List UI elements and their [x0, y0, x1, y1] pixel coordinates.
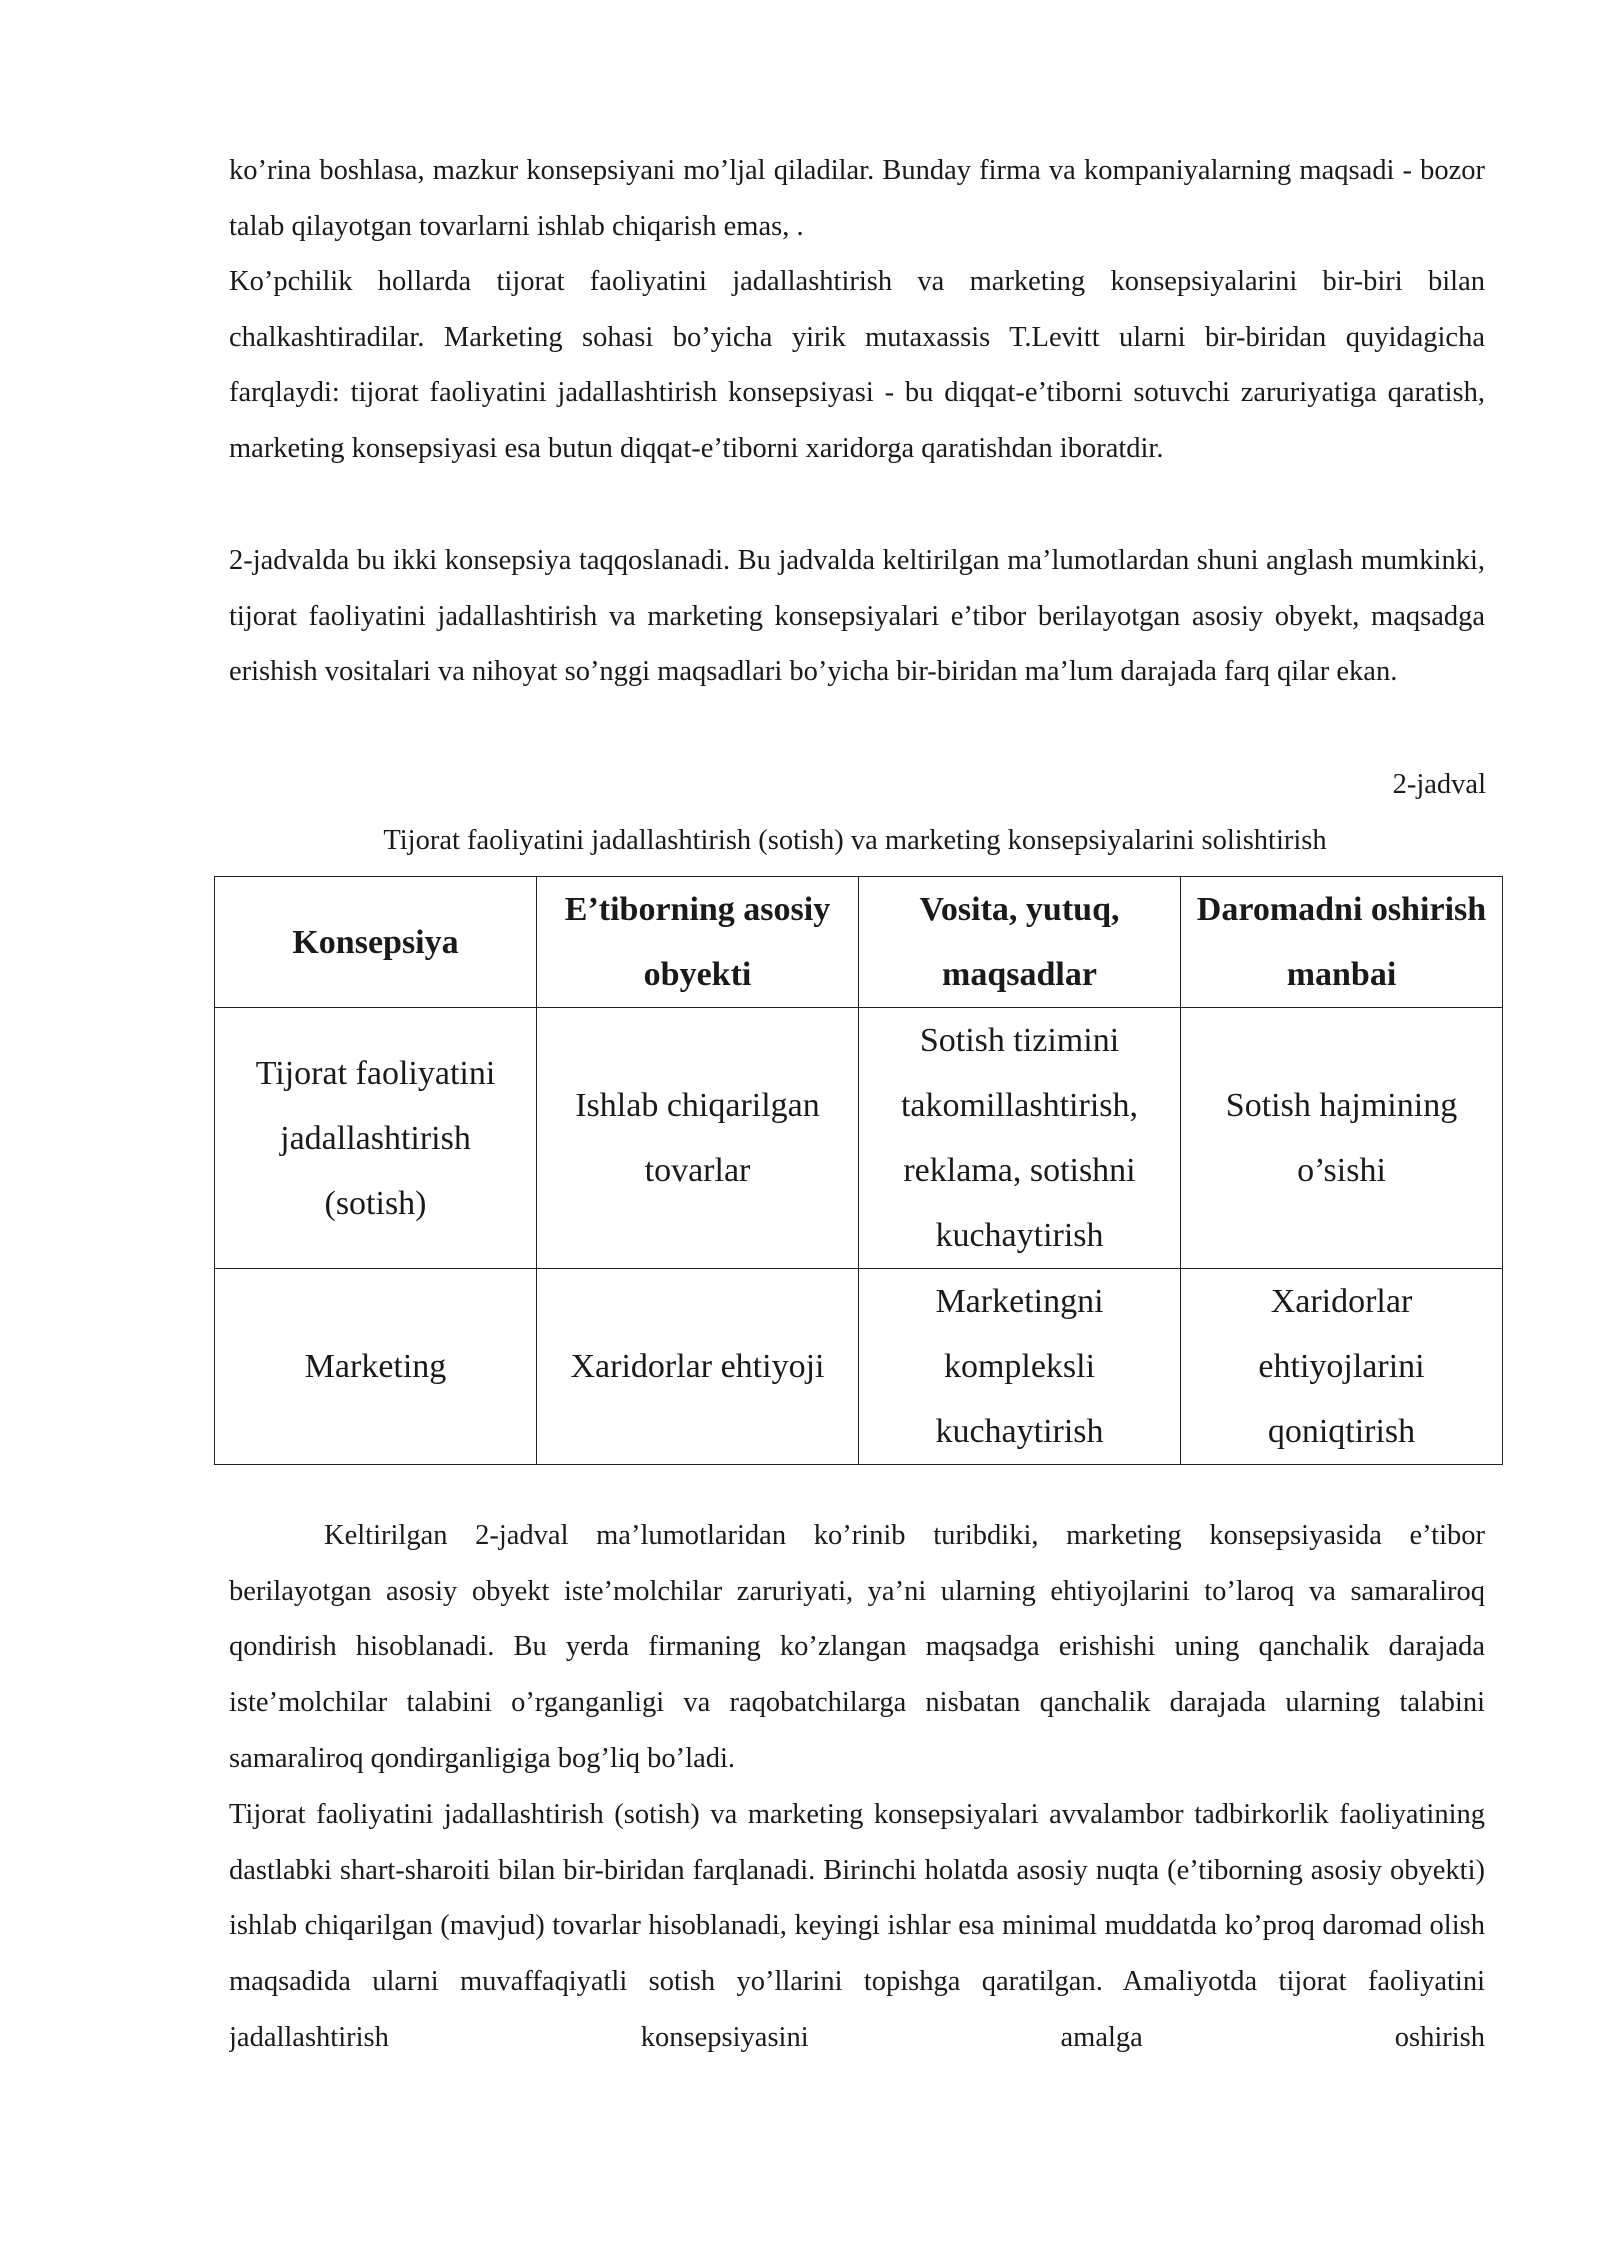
- table-caption: Tijorat faoliyatini jadallashtirish (sotish) va marketing konsepsiyalarini solishtirish: [383, 825, 1327, 856]
- table-caption-wrapper: [0, 813, 1600, 869]
- table-cell: Sotish hajmining o’sishi: [1181, 1008, 1503, 1269]
- table-header-cell: Daromadni oshirish manbai: [1181, 877, 1503, 1008]
- paragraph-table-intro: 2-jadvalda bu ikki konsepsiya taqqoslanadi. Bu jadvalda keltirilgan ma’lumotlardan shuni anglash mumkinki, tijorat faoliyatini jadallashtirish va marketing konsepsiyalari e’tibor berilayotgan asosiy obyekt, maqsadga erishish vositalari va nihoyat so’nggi maqsadlari bo’yicha bir-biridan ma’lum darajada farq qilar ekan.: [229, 545, 1485, 688]
- table-row: [215, 1008, 1503, 1269]
- table-number-label: 2-jadval: [1392, 769, 1486, 800]
- table-header-cell: E’tiborning asosiy obyekti: [537, 877, 859, 1008]
- table-header-cell: Vosita, yutuq, maqsadlar: [859, 877, 1181, 1008]
- table-cell: Xaridorlar ehtiyoji: [537, 1269, 859, 1465]
- table-header-row: [215, 877, 1503, 1008]
- comparison-table: [214, 876, 1503, 1465]
- table-cell: Marketingni kompleksli kuchaytirish: [859, 1269, 1181, 1465]
- paragraph-concept-differences: Tijorat faoliyatini jadallashtirish (sotish) va marketing konsepsiyalari avvalambor tadbirkorlik faoliyatining dastlabki shart-sharoiti bilan bir-biridan farqlanadi. Birinchi holatda asosiy nuqta (e’tiborning asosiy obyekti) ishlab chiqarilgan (mavjud) tovarlar hisoblanadi, keyingi ishlar esa minimal muddatda ko’proq daromad olish maqsadida ularni muvaffaqiyatli sotish yo’llarini topishga qaratilgan. Amaliyotda tijorat faoliyatini jadallashtirish konsepsiyasini amalga oshirish: [229, 1799, 1485, 2053]
- paragraph-intro-continuation: ko’rina boshlasa, mazkur konsepsiyani mo’ljal qiladilar. Bunday firma va kompaniyalarning maqsadi - bozor talab qilayotgan tovarlarni ishlab chiqarish emas, .: [229, 155, 1485, 242]
- table-row: [215, 1269, 1503, 1465]
- table-cell: Sotish tizimini takomillashtirish, reklama, sotishni kuchaytirish: [859, 1008, 1181, 1269]
- table-cell: Marketing: [215, 1269, 537, 1465]
- table-header-cell: Konsepsiya: [215, 877, 537, 1008]
- table-cell: Xaridorlar ehtiyojlarini qoniqtirish: [1181, 1269, 1503, 1465]
- table-cell: Ishlab chiqarilgan tovarlar: [537, 1008, 859, 1269]
- table-cell: Tijorat faoliyatini jadallashtirish (sotish): [215, 1008, 537, 1269]
- paragraph-levitt-distinction: Ko’pchilik hollarda tijorat faoliyatini jadallashtirish va marketing konsepsiyalarini bir-biri bilan chalkashtiradilar. Marketing sohasi bo’yicha yirik mutaxassis T.Levitt ularni bir-biridan quyidagicha farqlaydi: tijorat faoliyatini jadallashtirish konsepsiyasi - bu diqqat-e’tiborni sotuvchi zaruriyatiga qaratish, marketing konsepsiyasi esa butun diqqat-e’tiborni xaridorga qaratishdan iboratdir.: [229, 266, 1485, 465]
- paragraph-table-analysis: Keltirilgan 2-jadval ma’lumotlaridan ko’rinib turibdiki, marketing konsepsiyasida e’tibor berilayotgan asosiy obyekt iste’molchilar zaruriyati, ya’ni ularning ehtiyojlarini to’laroq va samaraliroq qondirish hisoblanadi. Bu yerda firmaning ko’zlangan maqsadga erishishi uning qanchalik darajada iste’molchilar talabini o’rganganligi va raqobatchilarga nisbatan qanchalik darajada ularning talabini samaraliroq qondirganligiga bog’liq bo’ladi.: [229, 1520, 1485, 1774]
